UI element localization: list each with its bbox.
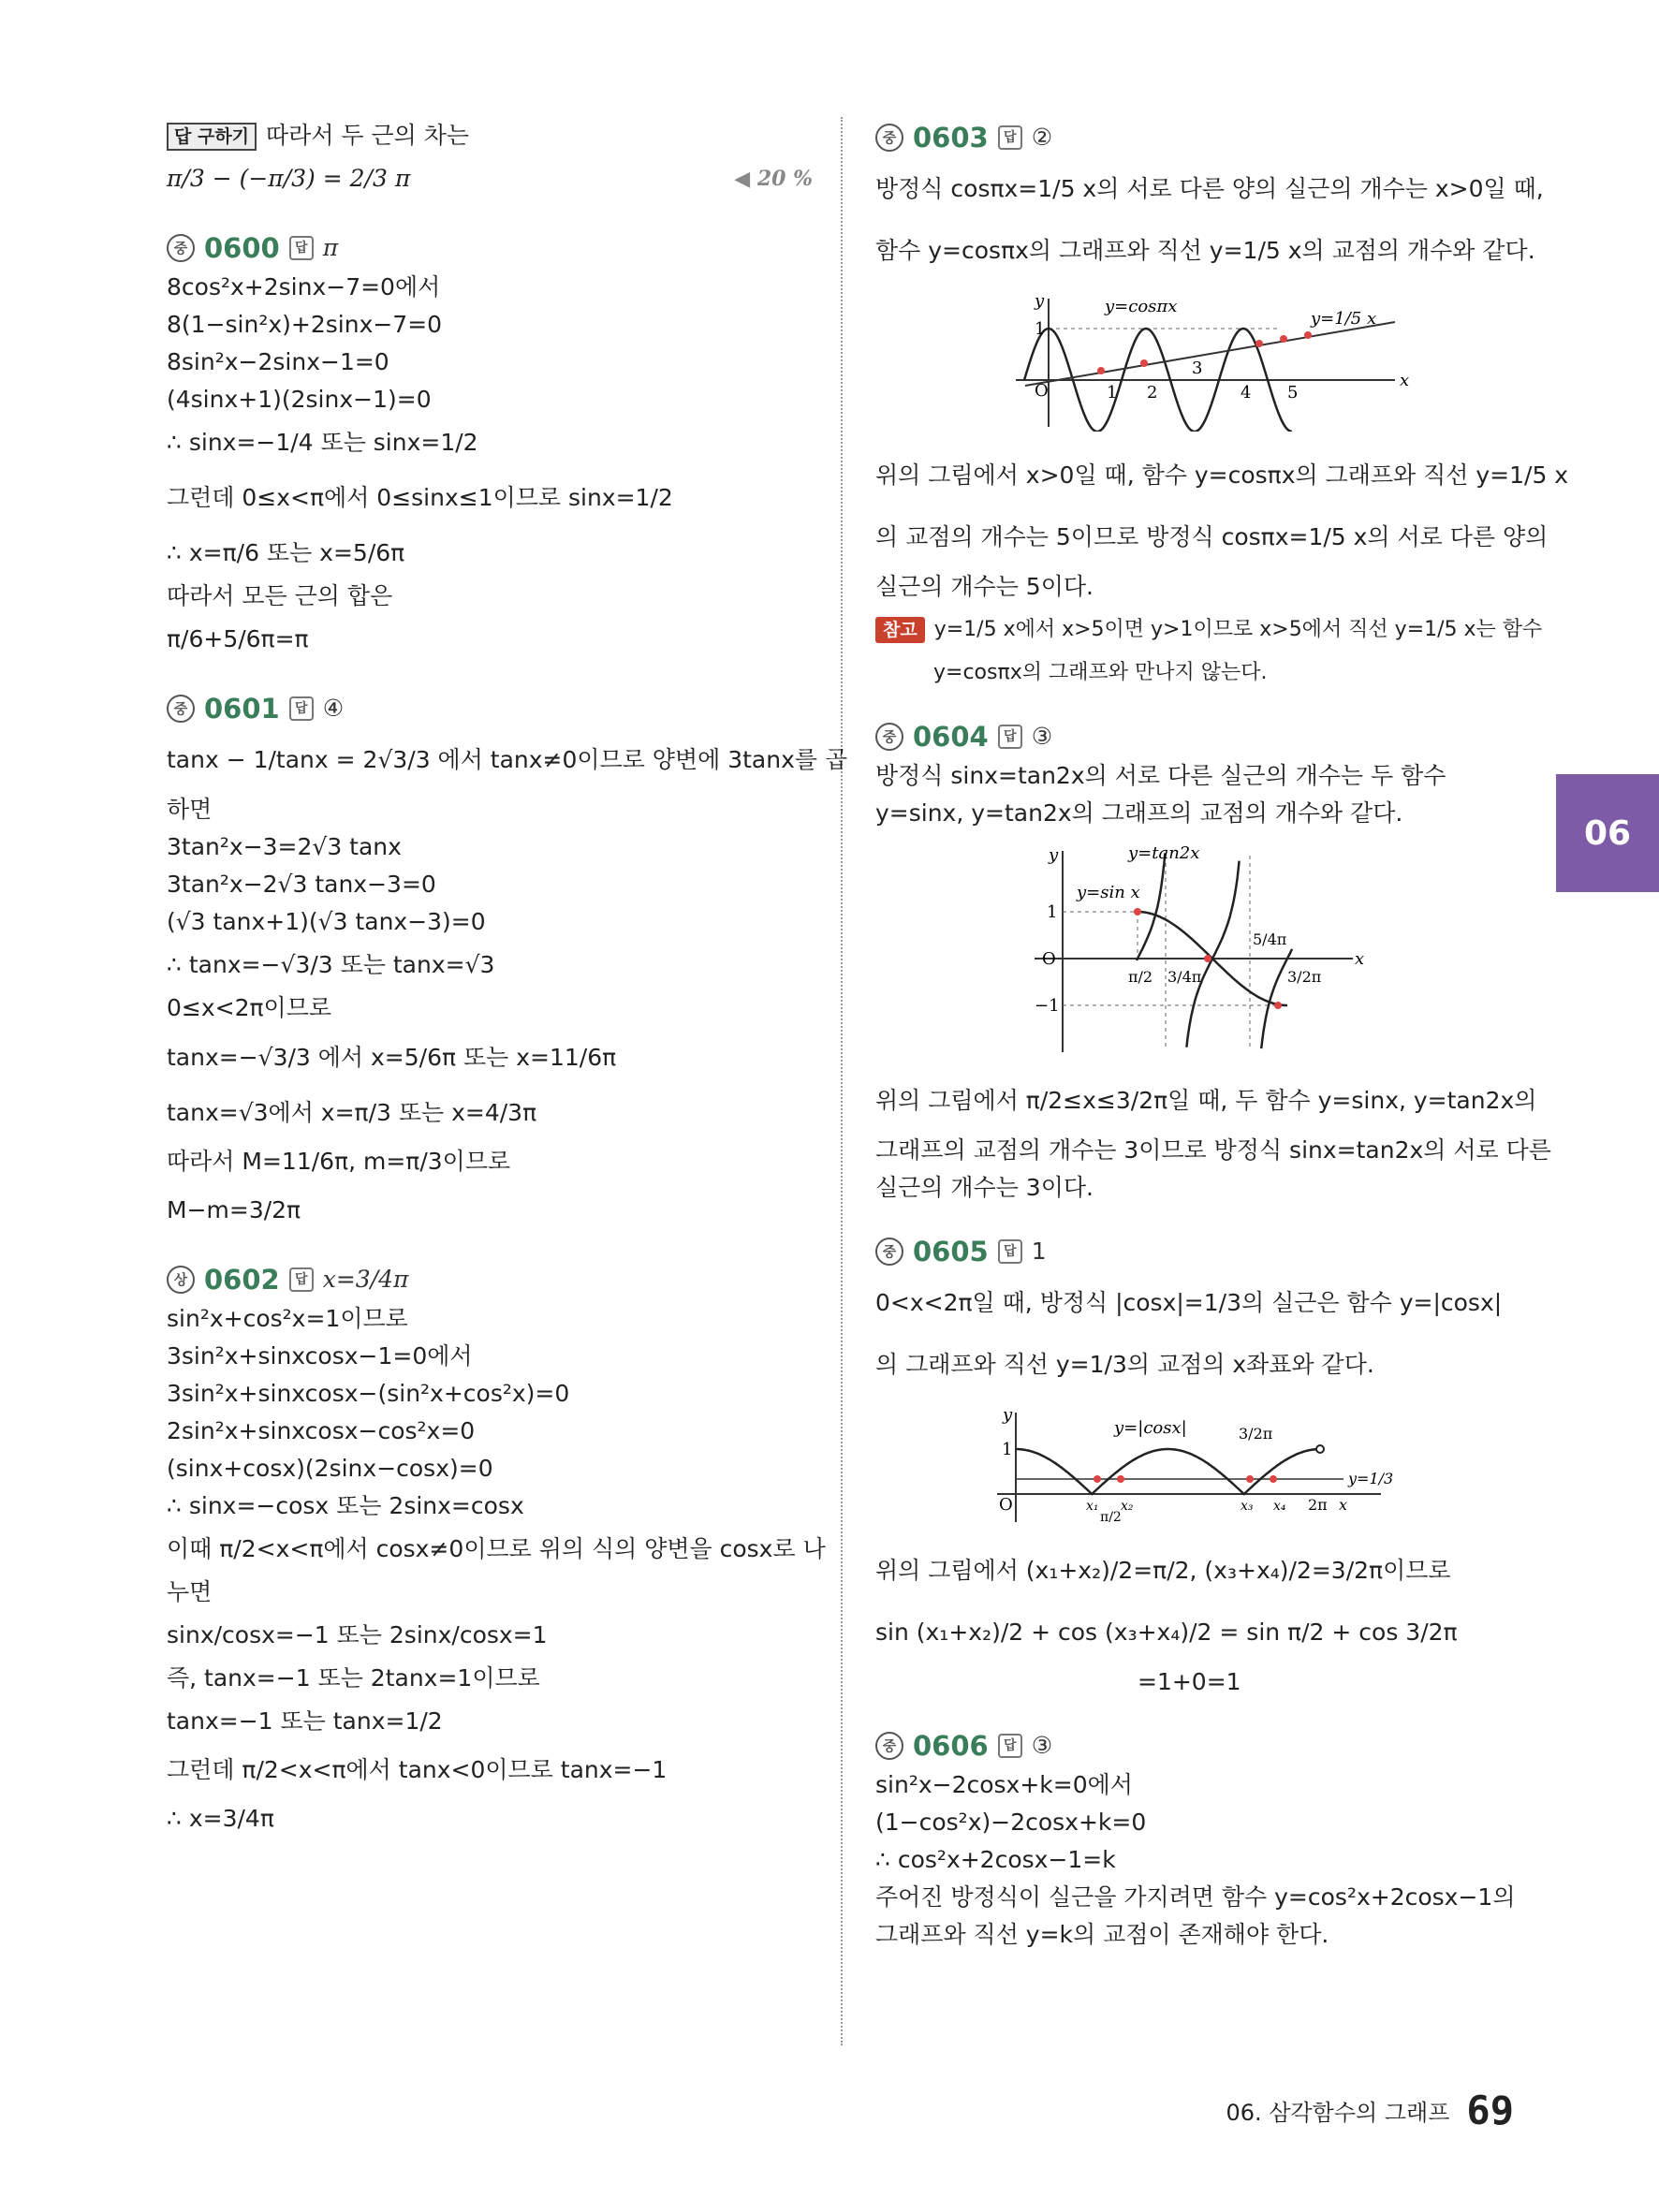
svg-text:O: O	[1035, 381, 1049, 401]
note-line: y=cosπx의 그래프와 만나지 않는다.	[933, 661, 1268, 684]
level-badge: 중	[167, 695, 195, 723]
solution-line: M−m=3/2π	[167, 1196, 301, 1223]
answer-value: 1	[1031, 1238, 1047, 1265]
problem-0605-header	[875, 1231, 1521, 1272]
svg-text:y=|cosx|: y=|cosx|	[1114, 1418, 1187, 1438]
problem-number: 0600	[204, 232, 280, 264]
solution-line: 8(1−sin²x)+2sinx−7=0	[167, 311, 443, 338]
svg-text:y=cosπx: y=cosπx	[1105, 297, 1178, 316]
intersection-point	[1304, 331, 1312, 339]
solution-line: 주어진 방정식이 실근을 가지려면 함수 y=cos²x+2cosx−1의	[875, 1883, 1516, 1911]
level-badge: 중	[167, 234, 195, 262]
problem-number: 0606	[913, 1730, 989, 1762]
solution-line: π/6+5/6π=π	[167, 625, 309, 652]
intersection-point	[1140, 359, 1148, 367]
intersection-point	[1270, 1475, 1277, 1483]
svg-text:O: O	[999, 1495, 1013, 1515]
svg-text:y=1/5 x: y=1/5 x	[1311, 309, 1377, 329]
svg-text:x: x	[1400, 371, 1410, 390]
solution-line: y=sinx, y=tan2x의 그래프의 교점의 개수와 같다.	[875, 799, 1403, 827]
solution-line: 의 그래프와 직선 y=1/3의 교점의 x좌표와 같다.	[875, 1351, 1374, 1378]
solution-line: 함수 y=cosπx의 그래프와 직선 y=1/5 x의 교점의 개수와 같다.	[875, 237, 1535, 264]
problem-0600-header	[167, 227, 813, 269]
note-line: 참고 y=1/5 x에서 x>5이면 y>1이므로 x>5에서 직선 y=1/5 x는 함수	[875, 606, 1521, 654]
intersection-point	[1094, 1475, 1101, 1483]
intersection-point	[1280, 335, 1287, 343]
solution-line: (1−cos²x)−2cosx+k=0	[875, 1809, 1147, 1836]
answer-icon: 답	[289, 236, 314, 260]
solution-line: (sinx+cosx)(2sinx−cosx)=0	[167, 1455, 493, 1482]
score-percent: ◀ 20 %	[734, 167, 813, 191]
svg-text:1: 1	[1047, 902, 1058, 922]
answer-value: ④	[322, 695, 345, 722]
solution-line: 즉, tanx=−1 또는 2tanx=1이므로	[167, 1664, 540, 1692]
solution-line: 그런데 π/2<x<π에서 tanx<0이므로 tanx=−1	[167, 1756, 668, 1783]
svg-text:5/4π: 5/4π	[1253, 930, 1287, 948]
solution-line: 그래프와 직선 y=k의 교점이 존재해야 한다.	[875, 1921, 1329, 1948]
solution-line: ∴ sinx=−1/4 또는 sinx=1/2	[167, 429, 478, 456]
level-badge: 중	[875, 124, 903, 152]
svg-text:1: 1	[1107, 383, 1118, 403]
line-y-x-over-5	[1025, 322, 1395, 386]
svg-text:5: 5	[1287, 383, 1299, 403]
tan-curve	[1137, 853, 1165, 960]
level-badge: 중	[875, 1732, 903, 1760]
svg-text:y=1/3: y=1/3	[1348, 1470, 1394, 1487]
level-badge: 중	[875, 723, 903, 751]
left-column	[167, 117, 848, 1843]
solution-line: =1+0=1	[1138, 1668, 1241, 1695]
svg-text:x: x	[1355, 949, 1365, 969]
solution-line: (√3 tanx+1)(√3 tanx−3)=0	[167, 908, 486, 935]
problem-number: 0604	[913, 721, 989, 753]
svg-text:O: O	[1042, 949, 1056, 969]
answer-icon: 답	[998, 725, 1022, 749]
answer-icon: 답	[998, 1239, 1022, 1264]
problem-number: 0601	[204, 693, 280, 725]
svg-text:x: x	[1339, 1496, 1348, 1514]
svg-text:π/2: π/2	[1100, 1510, 1122, 1525]
chapter-side-tab: 06	[1556, 774, 1659, 892]
answer-value: π	[322, 234, 339, 261]
svg-text:1: 1	[1035, 319, 1046, 339]
solution-line: 8sin²x−2sinx−1=0	[167, 348, 389, 375]
note-tag: 참고	[875, 617, 925, 643]
column-divider	[841, 117, 843, 2045]
problem-number: 0605	[913, 1236, 989, 1267]
solution-line: 실근의 개수는 3이다.	[875, 1174, 1094, 1201]
solution-line: 0≤x<2π이므로	[167, 994, 332, 1021]
solution-line: tanx − 1/tanx = 2√3/3 에서 tanx≠0이므로 양변에 3tanx를 곱	[167, 746, 848, 773]
svg-text:y=tan2x: y=tan2x	[1128, 843, 1200, 863]
page-number: 69	[1466, 2087, 1514, 2133]
svg-text:2π: 2π	[1308, 1496, 1328, 1514]
solution-line: 8cos²x+2sinx−7=0에서	[167, 273, 441, 300]
problem-number: 0602	[204, 1264, 280, 1296]
answer-value: ③	[1031, 723, 1053, 750]
svg-text:x₄: x₄	[1273, 1499, 1286, 1514]
answer-icon: 답	[289, 696, 314, 721]
svg-text:x₃: x₃	[1241, 1499, 1254, 1514]
problem-0603-header	[875, 117, 1521, 158]
svg-text:4: 4	[1241, 383, 1252, 403]
answer-icon: 답	[289, 1267, 314, 1292]
solution-line: sin²x+cos²x=1이므로	[167, 1305, 408, 1332]
intro-equation: π/3 − (−π/3) = 2/3 π ◀ 20 %	[167, 154, 813, 203]
solution-line: 방정식 cosπx=1/5 x의 서로 다른 양의 실근의 개수는 x>0일 때,	[875, 175, 1544, 202]
solution-line: ∴ sinx=−cosx 또는 2sinx=cosx	[167, 1492, 524, 1519]
intersection-point	[1117, 1475, 1124, 1483]
svg-text:−1: −1	[1035, 996, 1060, 1016]
svg-text:3/2π: 3/2π	[1287, 968, 1322, 986]
solution-line: ∴ cos²x+2cosx−1=k	[875, 1846, 1116, 1873]
intersection-point	[1134, 908, 1141, 916]
page-footer	[1226, 2087, 1514, 2133]
open-endpoint	[1316, 1445, 1324, 1453]
intersection-point	[1246, 1475, 1254, 1483]
problem-0606-header	[875, 1725, 1521, 1766]
solution-line: tanx=−1 또는 tanx=1/2	[167, 1707, 443, 1735]
chapter-title: 06. 삼각함수의 그래프	[1226, 2100, 1450, 2126]
answer-icon: 답	[998, 1734, 1022, 1758]
solution-line: tanx=−√3/3 에서 x=5/6π 또는 x=11/6π	[167, 1044, 617, 1071]
solution-line: ∴ x=3/4π	[167, 1805, 274, 1832]
solution-line: 위의 그림에서 x>0일 때, 함수 y=cosπx의 그래프와 직선 y=1/5 x	[875, 461, 1569, 489]
solution-line: 하면	[167, 796, 213, 823]
svg-text:y=sin x: y=sin x	[1077, 883, 1140, 902]
intersection-point	[1255, 340, 1263, 347]
solution-line: 그래프의 교점의 개수는 3이므로 방정식 sinx=tan2x의 서로 다른	[875, 1136, 1551, 1164]
graph-sin-tan2x	[875, 842, 1521, 1057]
svg-text:3/2π: 3/2π	[1239, 1425, 1273, 1443]
solution-line: ∴ x=π/6 또는 x=5/6π	[167, 539, 405, 566]
tan-curve	[1261, 949, 1292, 1048]
solution-line: 따라서 모든 근의 합은	[167, 582, 393, 609]
problem-0601-header	[167, 688, 813, 729]
solution-line: 이때 π/2<x<π에서 cosx≠0이므로 위의 식의 양변을 cosx로 나	[167, 1535, 826, 1562]
solution-line: 0<x<2π일 때, 방정식 |cosx|=1/3의 실근은 함수 y=|cosx|	[875, 1289, 1503, 1316]
problem-0602-header	[167, 1259, 813, 1300]
answer-value: ③	[1031, 1732, 1053, 1759]
level-badge: 중	[875, 1238, 903, 1266]
answer-tag: 답 구하기	[167, 123, 257, 151]
svg-text:y: y	[1035, 291, 1045, 311]
svg-text:3/4π: 3/4π	[1167, 968, 1202, 986]
solution-line: 방정식 sinx=tan2x의 서로 다른 실근의 개수는 두 함수	[875, 762, 1446, 789]
solution-line: sin²x−2cosx+k=0에서	[875, 1771, 1133, 1798]
svg-text:y: y	[1003, 1405, 1013, 1425]
intersection-point	[1204, 955, 1211, 962]
solution-line: 위의 그림에서 π/2≤x≤3/2π일 때, 두 함수 y=sinx, y=tan2x의	[875, 1087, 1537, 1114]
right-column	[875, 117, 1569, 1954]
problem-0604-header	[875, 716, 1521, 757]
solution-line: ∴ tanx=−√3/3 또는 tanx=√3	[167, 951, 495, 978]
svg-text:π/2: π/2	[1128, 968, 1153, 986]
answer-value: x=3/4π	[322, 1266, 409, 1293]
solution-line: 3tan²x−3=2√3 tanx	[167, 833, 402, 860]
answer-icon: 답	[998, 125, 1022, 150]
svg-text:x₁: x₁	[1086, 1499, 1099, 1514]
svg-text:1: 1	[1002, 1440, 1013, 1459]
svg-text:x₂: x₂	[1121, 1499, 1134, 1514]
svg-text:y: y	[1049, 845, 1059, 865]
svg-text:3: 3	[1192, 359, 1203, 378]
intersection-point	[1097, 367, 1105, 374]
solution-line: 그런데 0≤x<π에서 0≤sinx≤1이므로 sinx=1/2	[167, 484, 673, 511]
solution-line: 2sin²x+sinxcosx−cos²x=0	[167, 1417, 476, 1444]
solution-line: (4sinx+1)(2sinx−1)=0	[167, 386, 432, 413]
level-badge: 상	[167, 1266, 195, 1294]
answer-value: ②	[1031, 124, 1053, 151]
solution-line: 의 교점의 개수는 5이므로 방정식 cosπx=1/5 x의 서로 다른 양의	[875, 523, 1549, 550]
solution-line: sin (x₁+x₂)/2 + cos (x₃+x₄)/2 = sin π/2 + cos 3/2π	[875, 1619, 1458, 1646]
graph-cos-pi-x	[875, 291, 1521, 432]
answer-intro: 답 구하기 따라서 두 근의 차는	[167, 117, 813, 154]
svg-text:2: 2	[1147, 383, 1158, 403]
tan-curve	[1186, 861, 1239, 1047]
solution-line: 3tan²x−2√3 tanx−3=0	[167, 871, 436, 898]
problem-number: 0603	[913, 122, 989, 154]
solution-line: tanx=√3에서 x=π/3 또는 x=4/3π	[167, 1099, 537, 1126]
solution-line: 3sin²x+sinxcosx−(sin²x+cos²x)=0	[167, 1380, 570, 1407]
solution-line: 위의 그림에서 (x₁+x₂)/2=π/2, (x₃+x₄)/2=3/2π이므로	[875, 1557, 1451, 1584]
solution-line: sinx/cosx=−1 또는 2sinx/cosx=1	[167, 1621, 548, 1648]
solution-line: 실근의 개수는 5이다.	[875, 573, 1094, 600]
solution-line: 누면	[167, 1578, 213, 1605]
graph-abs-cos	[875, 1405, 1521, 1527]
solution-line: 3sin²x+sinxcosx−1=0에서	[167, 1342, 473, 1370]
intersection-point	[1274, 1002, 1282, 1009]
abs-cos-curve	[1016, 1449, 1320, 1494]
solution-line: 따라서 M=11/6π, m=π/3이므로	[167, 1148, 511, 1175]
